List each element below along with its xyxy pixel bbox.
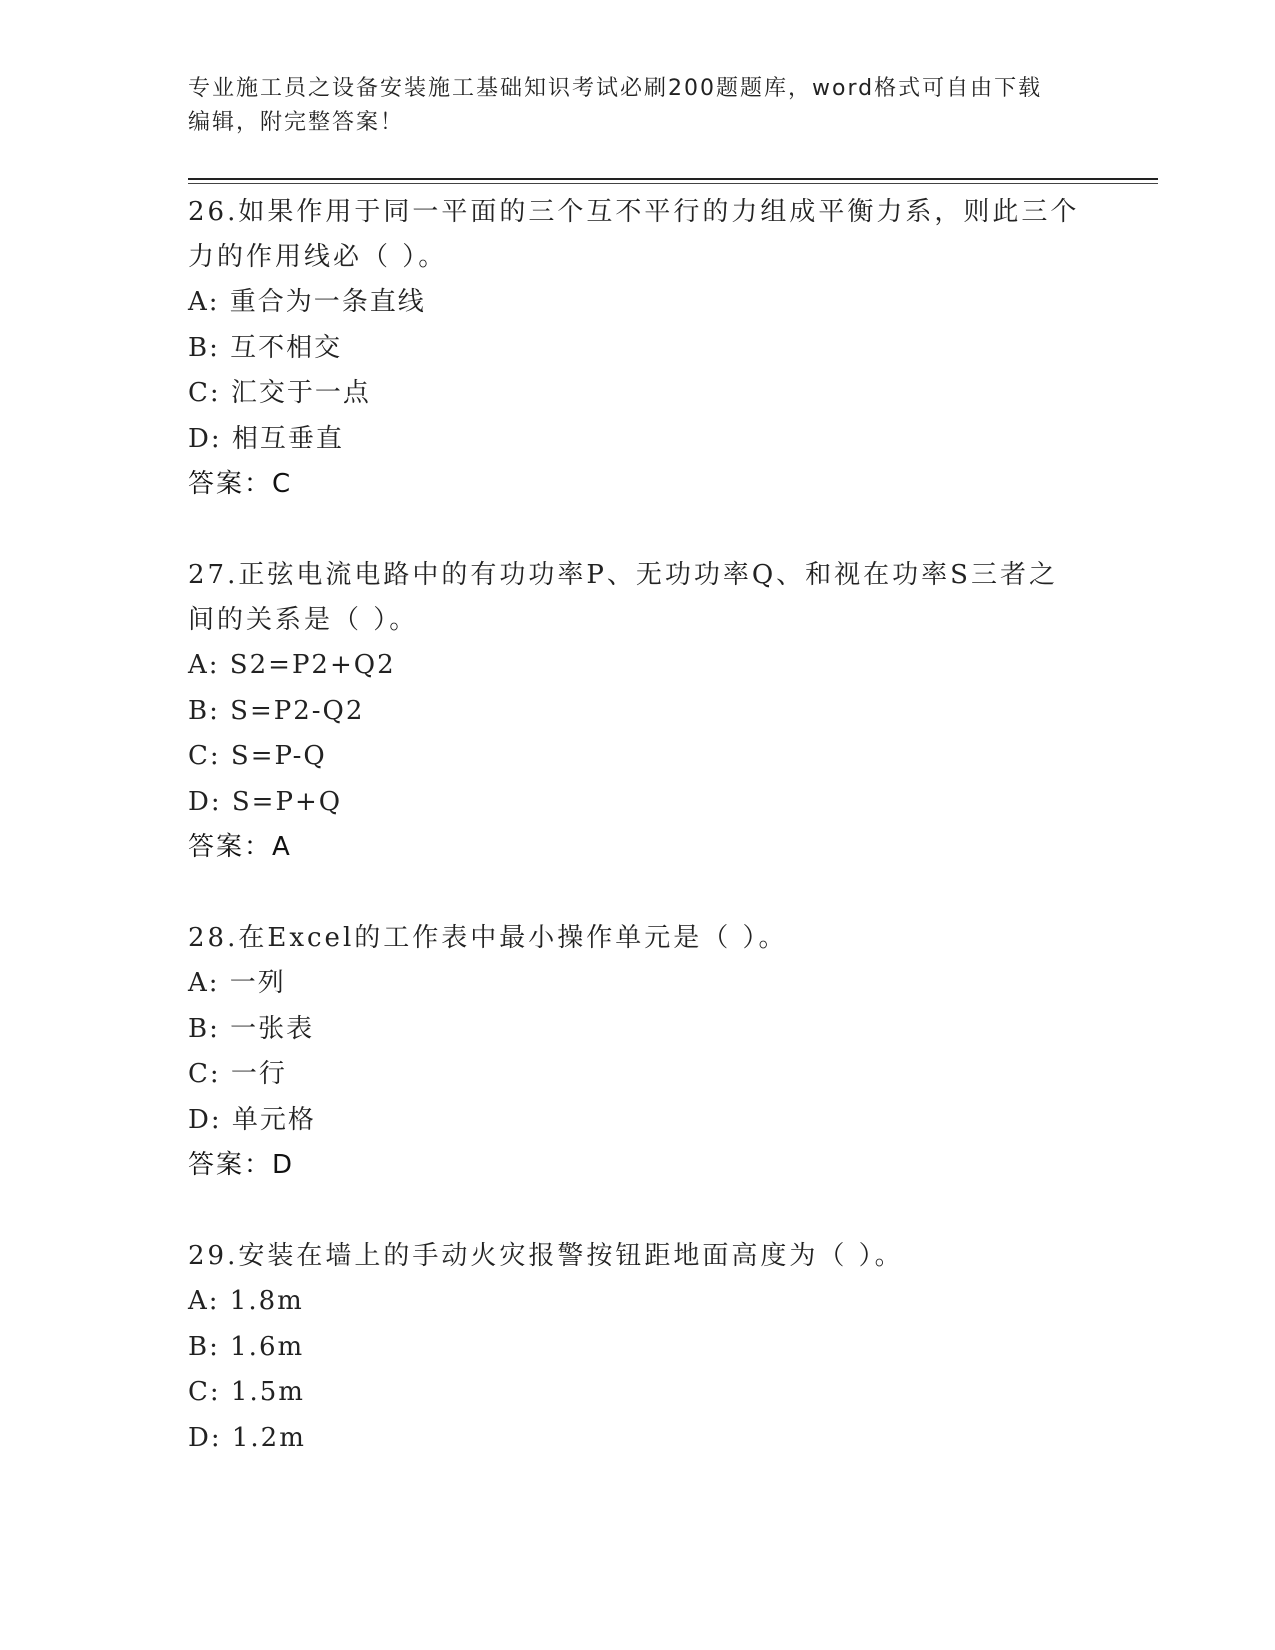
question-gap bbox=[188, 1188, 1088, 1234]
option-b: B: S=P2-Q2 bbox=[188, 695, 365, 726]
option-a: A: S2=P2+Q2 bbox=[188, 650, 396, 680]
option-a: A: 一列 bbox=[188, 968, 286, 998]
question-stem: 27.正弦电流电路中的有功功率P、无功功率Q、和视在功率S三者之 间的关系是（ ）。 bbox=[188, 560, 1058, 635]
question-gap bbox=[188, 870, 1088, 916]
question-stem: 29.安装在墙上的手动火灾报警按钮距地面高度为（ ）。 bbox=[188, 1241, 904, 1271]
option-d: D: 1.2m bbox=[188, 1422, 306, 1453]
question-stem: 26.如果作用于同一平面的三个互不平行的力组成平衡力系，则此三个 力的作用线必（ ）。 bbox=[188, 197, 1080, 272]
answer-line: 答案：C bbox=[188, 469, 293, 499]
option-c: C: 1.5m bbox=[188, 1377, 305, 1407]
option-a: A: 1.8m bbox=[188, 1286, 304, 1316]
question-26 bbox=[188, 190, 1088, 507]
question-gap bbox=[188, 507, 1088, 553]
question-29 bbox=[188, 1234, 1088, 1461]
option-c: C: 汇交于一点 bbox=[188, 378, 371, 408]
answer-line: 答案：D bbox=[188, 1150, 295, 1180]
question-27 bbox=[188, 553, 1088, 870]
option-d: D: 相互垂直 bbox=[188, 423, 344, 454]
answer-line: 答案：A bbox=[188, 832, 292, 862]
option-b: B: 1.6m bbox=[188, 1331, 305, 1362]
option-b: B: 互不相交 bbox=[188, 332, 343, 363]
option-b: B: 一张表 bbox=[188, 1013, 315, 1044]
option-d: D: 单元格 bbox=[188, 1104, 316, 1135]
document-header bbox=[188, 72, 1088, 140]
option-a: A: 重合为一条直线 bbox=[188, 287, 426, 317]
question-28 bbox=[188, 916, 1088, 1188]
header-line-2: 编辑，附完整答案！ bbox=[188, 110, 405, 135]
header-rule-thin bbox=[188, 183, 1158, 184]
option-c: C: S=P-Q bbox=[188, 741, 327, 771]
option-d: D: S=P+Q bbox=[188, 786, 343, 817]
header-line-1: 专业施工员之设备安装施工基础知识考试必刷200题题库，word格式可自由下载 bbox=[188, 76, 1043, 101]
option-c: C: 一行 bbox=[188, 1059, 287, 1089]
question-list bbox=[188, 190, 1088, 1461]
question-stem: 28.在Excel的工作表中最小操作单元是（ ）。 bbox=[188, 923, 788, 953]
header-rule-thick bbox=[188, 178, 1158, 180]
